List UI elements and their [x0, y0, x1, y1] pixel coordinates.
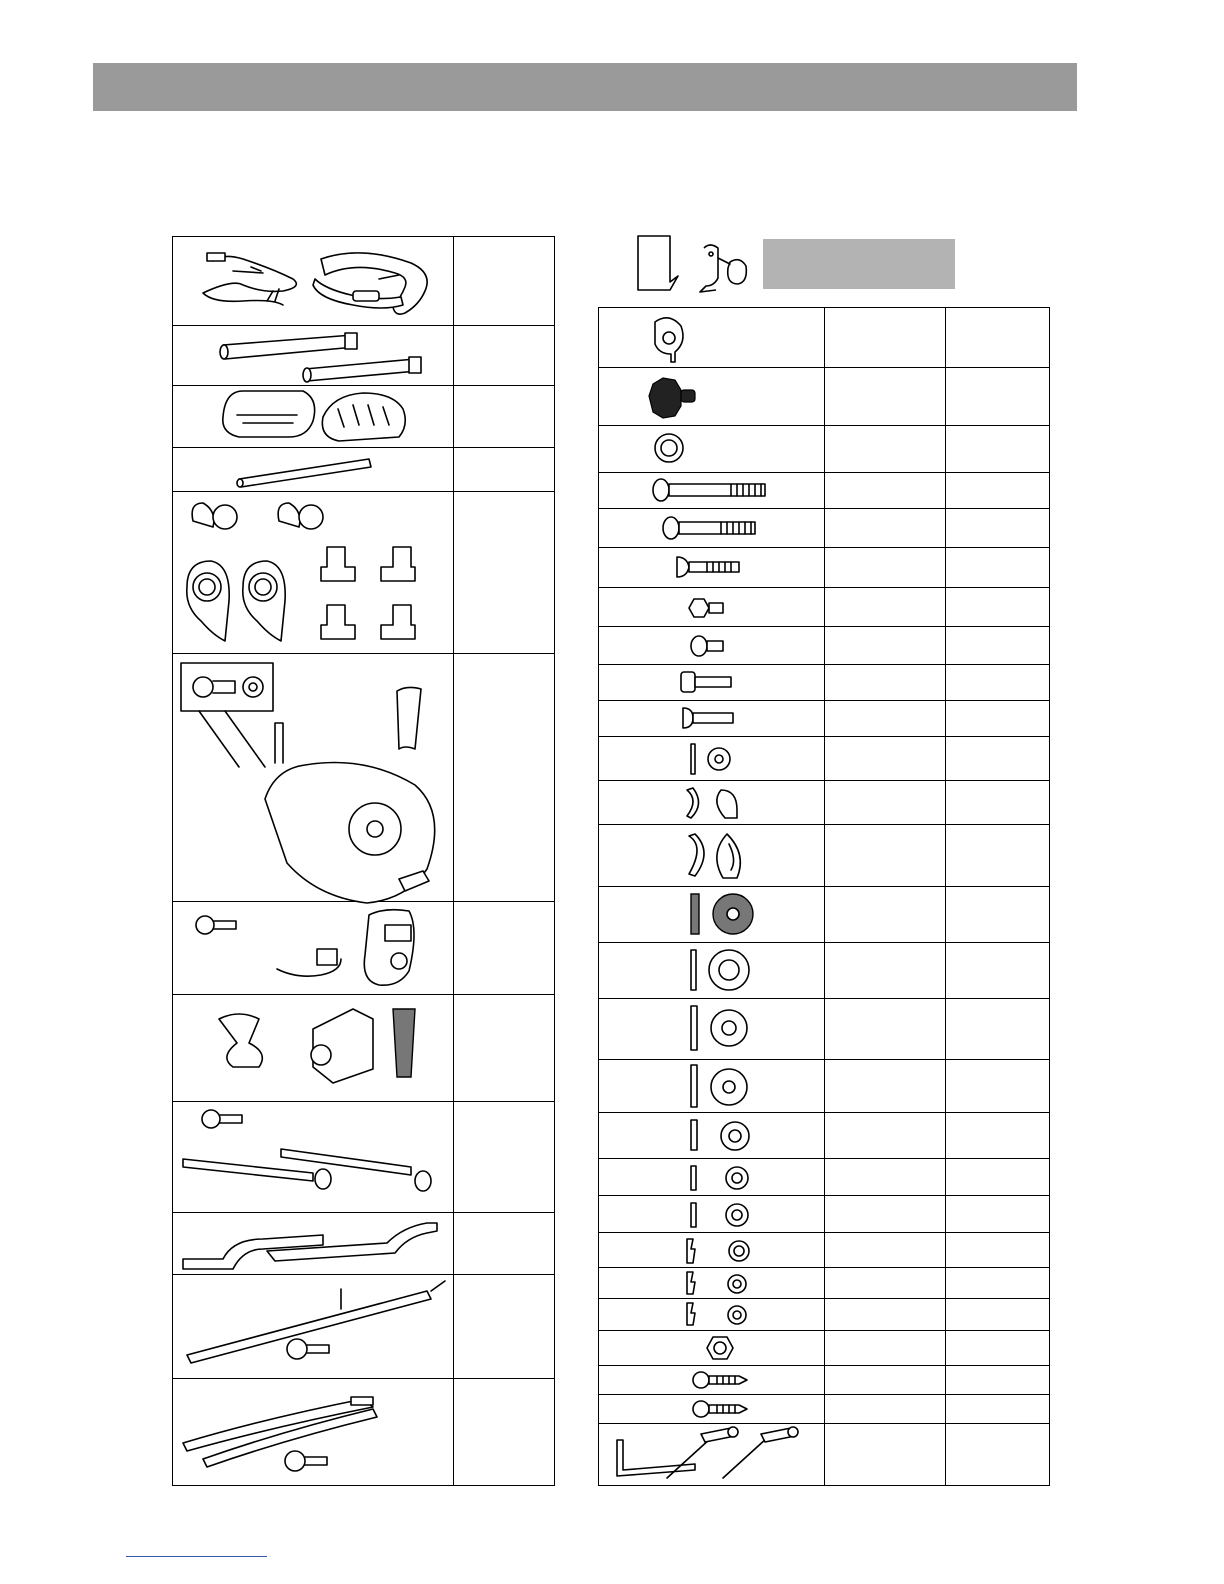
knob-icon	[643, 370, 703, 424]
upper-handlebar-icon	[177, 1215, 447, 1271]
mast-cover-icon	[203, 999, 453, 1099]
spring-washer-2-icon	[683, 1270, 753, 1298]
tube-icon	[233, 451, 383, 487]
allen-bolt-icon	[661, 512, 761, 544]
long-allen-bolt-icon	[651, 476, 771, 506]
footer-link-underline	[126, 1556, 267, 1557]
row-divider	[599, 626, 1049, 627]
stabilizer-icon	[213, 329, 433, 385]
row-divider	[173, 1274, 554, 1275]
row-divider	[599, 1232, 1049, 1233]
row-divider	[599, 1158, 1049, 1159]
row-divider	[599, 1112, 1049, 1113]
flat-washer-large-1-icon	[689, 946, 759, 996]
row-divider	[173, 1212, 554, 1213]
row-divider	[599, 780, 1049, 781]
flat-washer-medium-icon	[689, 1116, 759, 1156]
row-divider	[599, 508, 1049, 509]
short-button-bolt-icon	[689, 630, 729, 662]
nylon-washer-icon	[689, 890, 759, 940]
bushing-icon	[651, 428, 691, 470]
cap-icon	[639, 312, 699, 366]
round-bolt-icon	[679, 704, 739, 734]
column-divider	[824, 308, 825, 1485]
row-divider	[599, 998, 1049, 999]
pedal-arm-icon	[177, 1105, 447, 1211]
spring-washer-1-icon	[683, 1235, 753, 1267]
hardware-table	[598, 307, 1050, 1486]
frame-icon	[179, 659, 449, 899]
column-divider	[945, 308, 946, 1485]
row-divider	[599, 1365, 1049, 1366]
document-icon	[636, 234, 680, 292]
arm-icon-2	[179, 1383, 449, 1483]
flat-washer-large-3-icon	[689, 1063, 759, 1111]
row-divider	[599, 367, 1049, 368]
mascot-icon	[694, 238, 750, 292]
row-divider	[599, 1195, 1049, 1196]
row-divider	[173, 653, 554, 654]
row-divider	[599, 736, 1049, 737]
console-icon	[189, 905, 459, 993]
flat-washer-large-2-icon	[689, 1002, 759, 1056]
row-divider	[599, 1330, 1049, 1331]
row-divider	[599, 824, 1049, 825]
nut-icon	[703, 1333, 737, 1363]
row-divider	[599, 1059, 1049, 1060]
row-divider	[599, 1394, 1049, 1395]
hex-bolt-icon	[687, 592, 727, 624]
flat-washer-m2-icon	[689, 1199, 759, 1231]
row-divider	[173, 1101, 554, 1102]
flat-washer-m1-icon	[689, 1162, 759, 1194]
screw-1-icon	[691, 1368, 751, 1392]
cover-icon	[183, 495, 453, 651]
screw-2-icon	[691, 1397, 751, 1421]
arm-icon	[181, 1279, 451, 1373]
curved-washer-large-icon	[683, 828, 753, 884]
row-divider	[173, 491, 554, 492]
row-divider	[599, 886, 1049, 887]
curved-washer-small-icon	[683, 784, 753, 824]
row-divider	[599, 1267, 1049, 1268]
row-divider	[173, 1378, 554, 1379]
header-bar	[93, 63, 1077, 111]
row-divider	[599, 547, 1049, 548]
row-divider	[173, 325, 554, 326]
row-divider	[599, 942, 1049, 943]
row-divider	[599, 700, 1049, 701]
handlebar-icon	[193, 243, 443, 323]
carriage-bolt-icon	[673, 551, 743, 585]
row-divider	[173, 994, 554, 995]
hardware-label-box	[763, 239, 955, 289]
row-divider	[599, 425, 1049, 426]
row-divider	[599, 587, 1049, 588]
tools-icon	[613, 1426, 813, 1484]
row-divider	[599, 1298, 1049, 1299]
column-divider	[453, 237, 454, 1485]
flat-washer-small-icon	[689, 740, 749, 778]
row-divider	[173, 385, 554, 386]
row-divider	[599, 664, 1049, 665]
row-divider	[173, 447, 554, 448]
row-divider	[599, 472, 1049, 473]
row-divider	[599, 1423, 1049, 1424]
parts-table	[172, 236, 555, 1486]
socket-bolt-icon	[679, 668, 739, 698]
pedal-icon	[213, 387, 433, 445]
spring-washer-3-icon	[683, 1301, 753, 1329]
